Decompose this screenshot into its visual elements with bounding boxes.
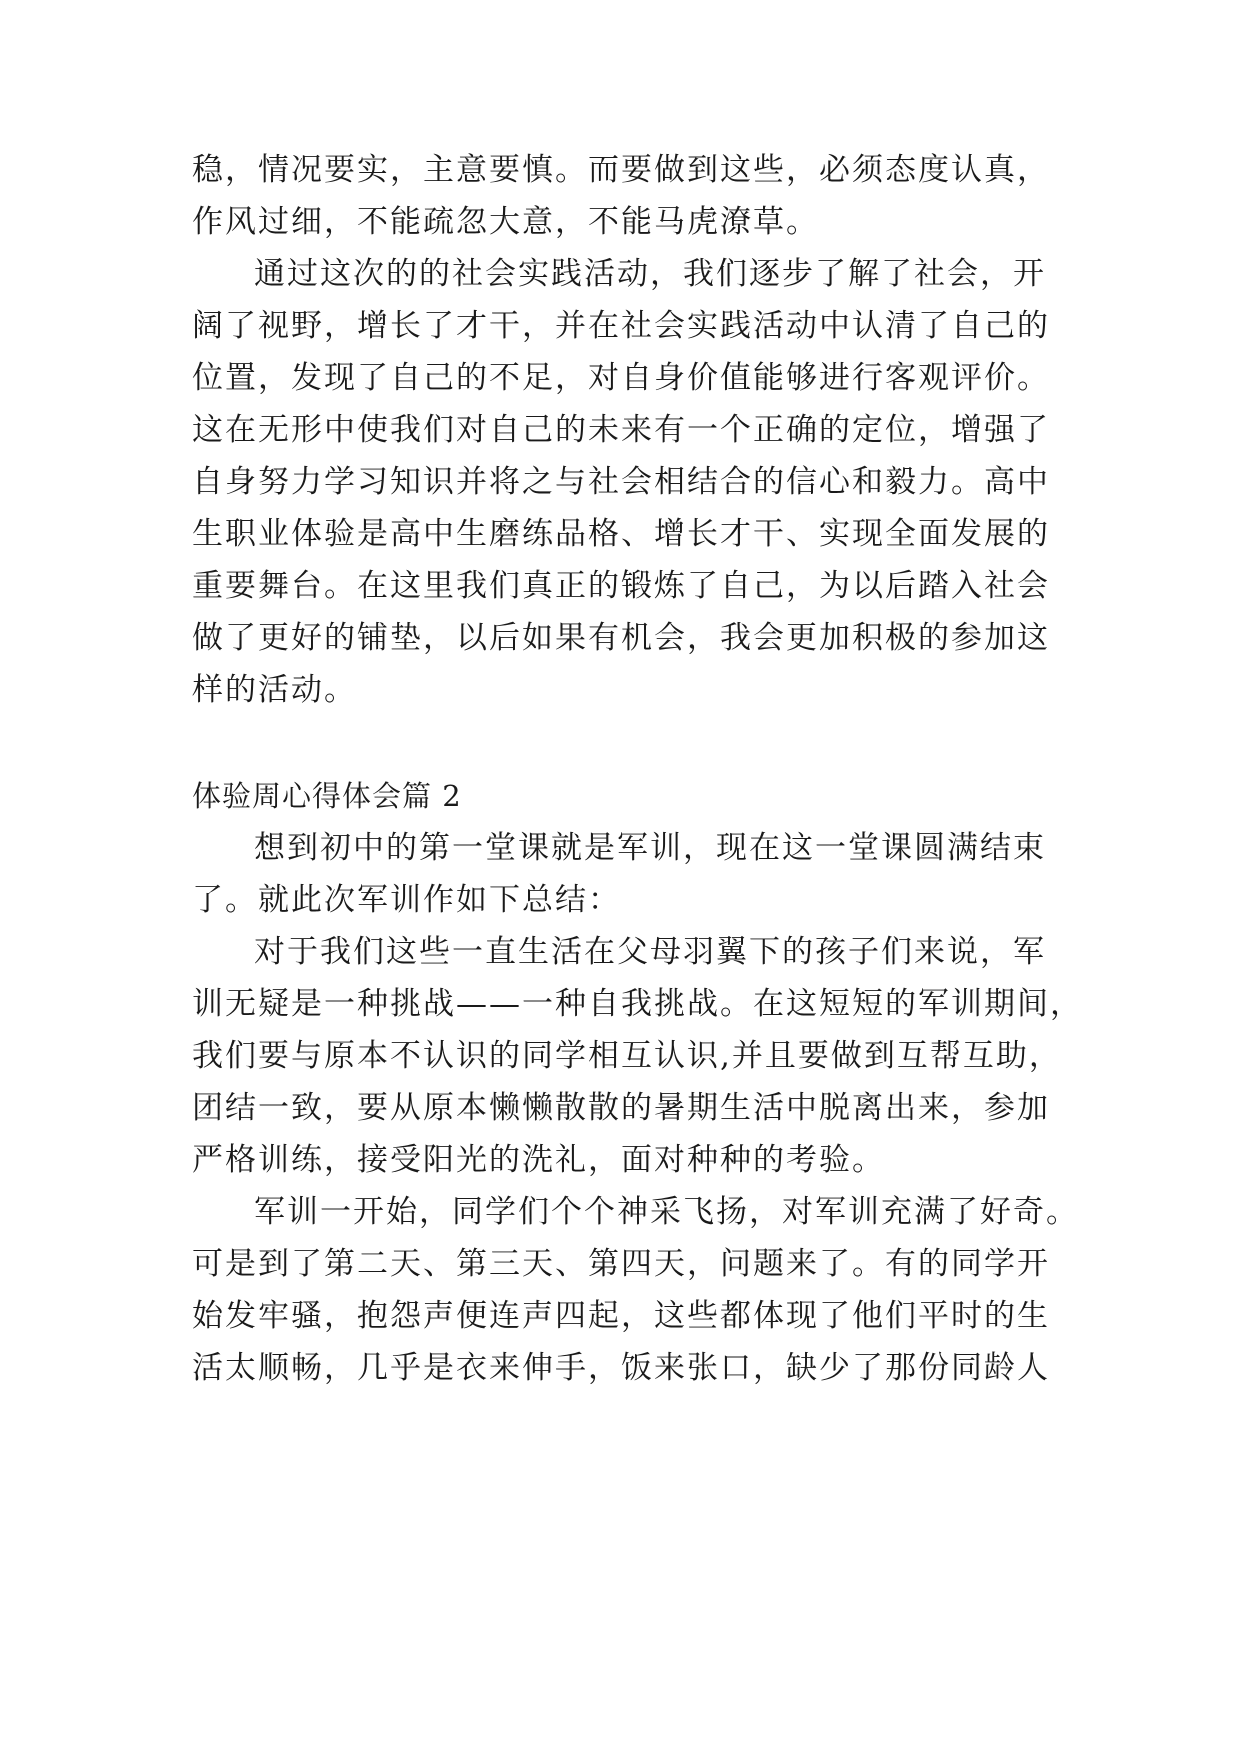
paragraph-line: 严格训练，接受阳光的洗礼，面对种种的考验。 [192, 1142, 885, 1178]
paragraph-line: 可是到了第二天、第三天、第四天，问题来了。有的同学开 [192, 1246, 1050, 1282]
paragraph-line: 训无疑是一种挑战——一种自我挑战。在这短短的军训期间， [192, 986, 1083, 1022]
paragraph-line: 始发牢骚，抱怨声便连声四起，这些都体现了他们平时的生 [192, 1298, 1050, 1334]
paragraph-line: 做了更好的铺垫，以后如果有机会，我会更加积极的参加这 [192, 620, 1050, 656]
paragraph-line: 作风过细，不能疏忽大意，不能马虎潦草。 [192, 204, 819, 240]
paragraph-line: 对于我们这些一直生活在父母羽翼下的孩子们来说，军 [254, 934, 1046, 970]
paragraph-line: 活太顺畅，几乎是衣来伸手，饭来张口，缺少了那份同龄人 [192, 1350, 1050, 1386]
paragraph-line: 团结一致，要从原本懒懒散散的暑期生活中脱离出来，参加 [192, 1090, 1050, 1126]
paragraph-line: 稳，情况要实，主意要慎。而要做到这些，必须态度认真， [192, 152, 1050, 188]
paragraph-line: 位置，发现了自己的不足，对自身价值能够进行客观评价。 [192, 360, 1050, 396]
paragraph-line: 军训一开始，同学们个个神采飞扬，对军训充满了好奇。 [254, 1194, 1079, 1230]
paragraph-line: 样的活动。 [192, 672, 357, 708]
paragraph-line: 通过这次的的社会实践活动，我们逐步了解了社会，开 [254, 256, 1046, 292]
paragraph-line: 生职业体验是高中生磨练品格、增长才干、实现全面发展的 [192, 516, 1050, 552]
paragraph-line: 这在无形中使我们对自己的未来有一个正确的定位，增强了 [192, 412, 1050, 448]
paragraph-line: 了。就此次军训作如下总结： [192, 882, 621, 918]
paragraph-line: 阔了视野，增长了才干，并在社会实践活动中认清了自己的 [192, 308, 1050, 344]
paragraph-line: 我们要与原本不认识的同学相互认识,并且要做到互帮互助， [192, 1038, 1062, 1074]
paragraph-line: 重要舞台。在这里我们真正的锻炼了自己，为以后踏入社会 [192, 568, 1050, 604]
paragraph-line: 想到初中的第一堂课就是军训，现在这一堂课圆满结束 [254, 830, 1046, 866]
section-heading: 体验周心得体会篇 2 [192, 779, 462, 813]
paragraph-line: 自身努力学习知识并将之与社会相结合的信心和毅力。高中 [192, 464, 1050, 500]
